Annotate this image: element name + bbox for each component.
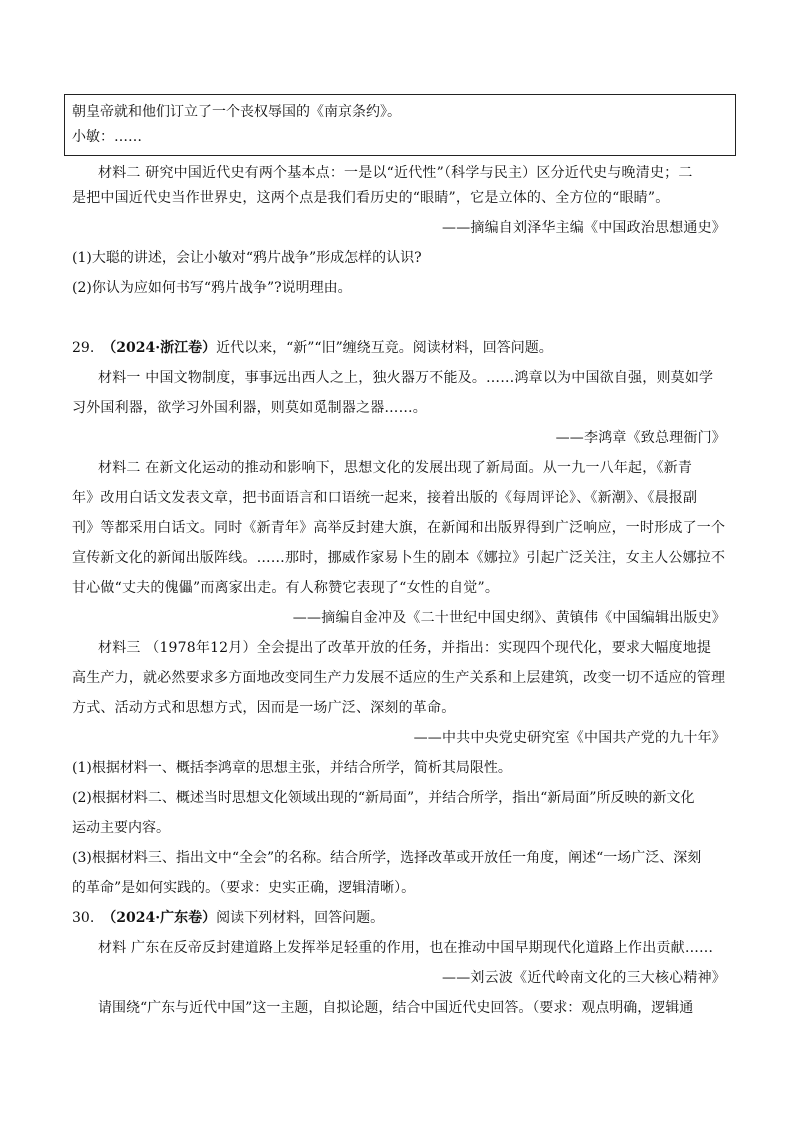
- q29-subquestion-3-line2: 的革命”是如何实践的。（要求：史实正确，逻辑清晰）。: [72, 880, 416, 896]
- q30-number: 30.: [72, 910, 95, 926]
- q29-material3-line3: 方式、活动方式和思想方式，因而是一场广泛、深刻的革命。: [72, 700, 456, 716]
- q28-material2-line1: 材料二 研究中国近代史有两个基本点：一是以“近代性”（科学与民主）区分近代史与晚清史；二: [98, 165, 693, 181]
- q30-material-source: ——刘云波《近代岭南文化的三大核心精神》: [442, 970, 726, 986]
- q29-material2-line2: 年》改用白话文发表文章，把书面语言和口语统一起来，接着出版的《每周评论》、《新潮》、《晨报副: [72, 490, 698, 506]
- q29-source-tag: （2024·浙江卷）: [102, 340, 217, 356]
- q29-material1-source: ——李鸿章《致总理衙门》: [555, 430, 726, 446]
- q29-subquestion-2-line1: (2)根据材料二、概述当时思想文化领域出现的“新局面”，并结合所学，指出“新局面”所反映的新文化: [72, 790, 695, 806]
- q30-prompt: 请围绕“广东与近代中国”这一主题，自拟论题，结合中国近代史回答。（要求：观点明确，逻辑通: [98, 1000, 694, 1016]
- q28-subquestion-2: (2)你认为应如何书写“鸦片战争”?说明理由。: [72, 280, 352, 296]
- q29-material2-line4: 宣传新文化的新闻出版阵线。……那时，挪威作家易卜生的剧本《娜拉》引起广泛关注，女主人公娜拉不: [72, 550, 726, 566]
- q28-material2-line2: 是把中国近代史当作世界史，这两个点是我们看历史的“眼睛”，它是立体的、全方位的“眼睛”。: [72, 190, 670, 206]
- q29-material2-line1: 材料二 在新文化运动的推动和影响下，思想文化的发展出现了新局面。从一九一八年起，《新青: [98, 460, 693, 476]
- q29-material2-line5: 甘心做“丈夫的傀儡”而离家出走。有人称赞它表现了“女性的自觉”。: [72, 580, 500, 596]
- q29-material3-line2: 高生产力，就必然要求多方面地改变同生产力发展不适应的生产关系和上层建筑，改变一切不适应的管理: [72, 670, 726, 686]
- q28-material2-source: ——摘编自刘泽华主编《中国政治思想通史》: [442, 220, 726, 236]
- q29-subquestion-1: (1)根据材料一、概括李鸿章的思想主张，并结合所学，简析其局限性。: [72, 760, 512, 776]
- q30-source-tag: （2024·广东卷）: [102, 910, 217, 926]
- q29-material1-line2: 习外国利器，欲学习外国利器，则莫如觅制器之器……。: [72, 400, 427, 416]
- q29-material3-source: ——中共中央党史研究室《中国共产党的九十年》: [413, 730, 726, 746]
- q29-number: 29.: [72, 340, 95, 356]
- q29-subquestion-2-line2: 运动主要内容。: [72, 820, 170, 836]
- q29-subquestion-3-line1: (3)根据材料三、指出文中“全会”的名称。结合所学，选择改革或开放任一角度，阐述“一场广泛、深刻: [72, 850, 702, 866]
- q29-heading: [72, 338, 800, 358]
- q29-material3-line1: 材料三 （1978年12月）全会提出了改革开放的任务，并指出：实现四个现代化，要求大幅度地提: [98, 640, 712, 656]
- q29-material1-line1: 材料一 中国文物制度，事事远出西人之上，独火器万不能及。……鸿章以为中国欲自强，则莫如学: [98, 370, 714, 386]
- q28-subquestion-1: (1)大聪的讲述，会让小敏对“鸦片战争”形成怎样的认识?: [72, 250, 422, 266]
- box-line-1: 朝皇帝就和他们订立了一个丧权辱国的《南京条约》。: [72, 104, 401, 120]
- q30-stem: 阅读下列材料，回答问题。: [216, 910, 385, 926]
- q29-material2-source: ——摘编自金冲及《二十世纪中国史纲》、黄镇伟《中国编辑出版史》: [292, 610, 726, 626]
- box-line-2: 小敏：……: [72, 129, 142, 145]
- q29-material2-line3: 刊》等都采用白话文。同时《新青年》高举反封建大旗，在新闻和出版界得到广泛响应，一时形成了一个: [72, 520, 726, 536]
- q29-stem: 近代以来，“新”“旧”缠绕互竞。阅读材料，回答问题。: [216, 340, 553, 356]
- q30-heading: [72, 908, 800, 928]
- q30-material-line1: 材料 广东在反帝反封建道路上发挥举足轻重的作用，也在推动中国早期现代化道路上作出贡献……: [98, 940, 714, 956]
